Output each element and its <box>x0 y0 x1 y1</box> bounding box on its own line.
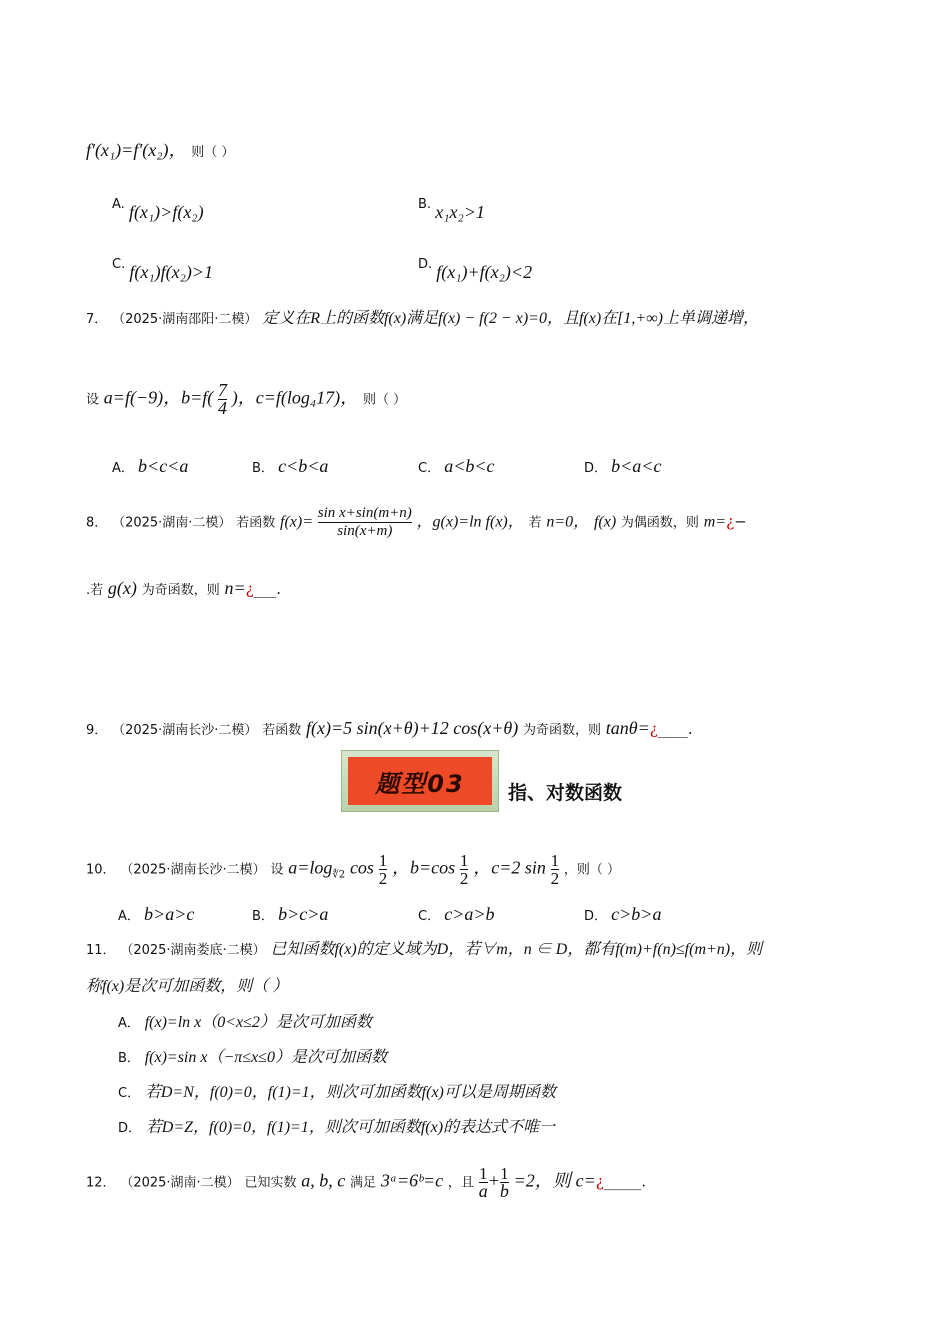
q12-answer[interactable]: ¿ <box>595 1172 604 1191</box>
q11-line2: 称f(x)是次可加函数，则（ ） <box>86 978 289 995</box>
q7-option-c[interactable]: C． a<b<c <box>418 456 495 476</box>
q6-condition: f′(x₁)=f′(x₂)， 则（ ） <box>86 140 235 160</box>
q8-source: （2025·湖南·二模） <box>112 515 232 531</box>
q6-option-c[interactable]: C. f(x₁)f(x₂)>1 <box>112 257 213 282</box>
q9-stem: 9． （2025·湖南长沙·二模） 若函数 f(x)=5 sin(x+θ)+12 cos(x+θ) 为奇函数，则 tanθ=¿____. <box>86 718 693 738</box>
q6-option-d[interactable]: D. f(x₁)+f(x₂)<2 <box>418 257 533 282</box>
q12-stem: 12． （2025·湖南·二模） 已知实数 a, b, c 满足 3ᵃ=6ᵇ=c ，且 $\frac{1}{a}$ + $\frac{1}{b}$ =2，则 c=¿_____. <box>86 1164 647 1201</box>
q10-option-c[interactable]: C． c>a>b <box>418 904 495 924</box>
q8-answer-m[interactable]: ¿ <box>726 512 735 531</box>
q10-source: （2025·湖南长沙·二模） <box>120 862 266 878</box>
q8-line2: .若 g(x) 为奇函数，则 n=¿___. <box>86 578 281 598</box>
q11-source: （2025·湖南娄底·二模） <box>120 943 266 958</box>
section-title: 指、对数函数 <box>508 782 623 804</box>
q7-option-a[interactable]: A． b<c<a <box>112 456 189 476</box>
q7-stem: 7． （2025·湖南邵阳·二模） 定义在R上的函数f(x)满足f(x) − f(2 − x)=0，且f(x)在[1,+∞)上单调递增， <box>86 310 759 327</box>
q11-option-b[interactable]: B． f(x)=sin x（−π≤x≤0）是次可加函数 <box>118 1049 387 1066</box>
q12-fraction-a: $\frac{1}{a}$ <box>478 1164 488 1201</box>
q10-fraction-c: $\frac{1}{2}$ <box>550 851 560 888</box>
q8-fraction: $\frac{\text{sin x+sin(m+n)}}{\sin(x+m)}$ <box>317 505 412 539</box>
q10-option-b[interactable]: B． b>c>a <box>252 904 329 924</box>
q7-option-d[interactable]: D． b<a<c <box>584 456 662 476</box>
q6-option-b[interactable]: B. x₁x₂>1 <box>418 197 485 222</box>
q9-source: （2025·湖南长沙·二模） <box>112 723 258 738</box>
q7-fraction: $\frac{7}{4}$ <box>218 380 228 418</box>
q10-fraction-b: $\frac{1}{2}$ <box>459 851 469 888</box>
q11-option-a[interactable]: A． f(x)=ln x（0<x≤2）是次可加函数 <box>118 1014 372 1031</box>
q10-option-d[interactable]: D． c>b>a <box>584 904 662 924</box>
q11-option-c[interactable]: C． 若D=N，f(0)=0，f(1)=1，则次可加函数f(x)可以是周期函数 <box>118 1084 556 1101</box>
q12-source: （2025·湖南·二模） <box>120 1175 240 1191</box>
q7-source: （2025·湖南邵阳·二模） <box>112 312 258 327</box>
section-badge: 题型03 <box>341 750 499 812</box>
q6-option-a[interactable]: A. f(x₁)>f(x₂) <box>112 197 204 222</box>
q10-option-a[interactable]: A． b>a>c <box>118 904 195 924</box>
q6-ask: 则（ ） <box>191 145 235 160</box>
q11-option-d[interactable]: D． 若D=Z，f(0)=0，f(1)=1，则次可加函数f(x)的表达式不唯一 <box>118 1119 556 1136</box>
q7-definitions: 设 a=f(−9)，b=f( $\frac{7}{4}$ )，c=f(log₄17)， 则（ ） <box>86 380 407 418</box>
q8-stem: 8． （2025·湖南·二模） 若函数 f(x)= $\frac{\text{sin x+sin(m+n)}}{\sin(x+m)}$ ，g(x)=ln f(x)， 若 n=0， f(x) 为偶函数，则 m=¿− <box>86 505 747 539</box>
q7-option-b[interactable]: B． c<b<a <box>252 456 329 476</box>
q10-stem: 10． （2025·湖南长沙·二模） 设 $a=\log_{∜2}$ cos $\frac{1}{2}$ ，b=cos $\frac{1}{2}$ ，c=2 sin $\frac{1}{2}$ ，则（ ） <box>86 851 621 888</box>
q12-fraction-b: $\frac{1}{b}$ <box>499 1164 509 1201</box>
q8-answer-n[interactable]: ¿ <box>245 580 254 598</box>
q10-fraction-a: $\frac{1}{2}$ <box>378 851 388 888</box>
q9-answer[interactable]: ¿ <box>649 720 658 738</box>
q11-stem: 11． （2025·湖南娄底·二模） 已知函数f(x)的定义域为D，若∀m，n ∈ D，都有f(m)+f(n)≤f(m+n)，则 <box>86 941 763 958</box>
